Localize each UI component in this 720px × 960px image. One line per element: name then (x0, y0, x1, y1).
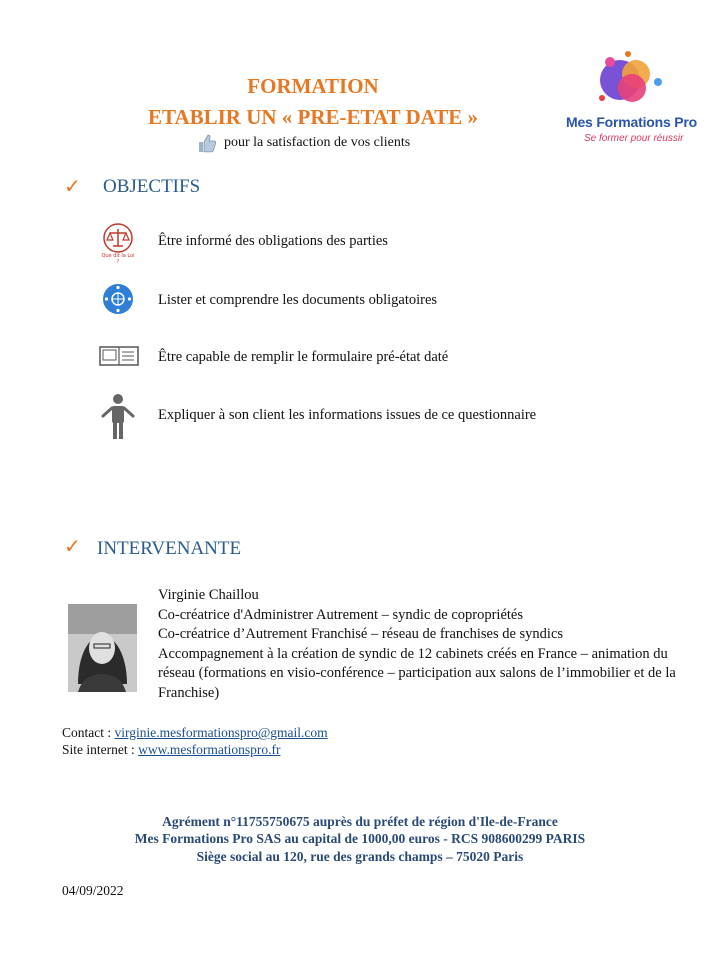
check-icon: ✓ (64, 534, 81, 558)
person-explaining-icon (100, 393, 136, 445)
intervenante-bio (158, 586, 678, 703)
title-line-1: FORMATION (247, 74, 379, 98)
subtitle-text: pour la satisfaction de vos clients (224, 135, 411, 150)
thumbs-up-icon (196, 132, 218, 154)
footer-line-2: Mes Formations Pro SAS au capital de 1000,00 euros - RCS 908600299 PARIS (134, 831, 586, 846)
contact-site-link[interactable]: www.mesformationspro.fr (138, 742, 281, 757)
check-icon: ✓ (64, 174, 81, 198)
intervenante-photo (68, 604, 137, 692)
intervenante-name: Virginie Chaillou (158, 587, 259, 603)
contact-email-link[interactable]: virginie.mesformationspro@gmail.com (114, 725, 328, 740)
logo-tagline: Se former pour réussir (584, 133, 684, 144)
contact-site-label: Site internet : (62, 742, 139, 757)
objectifs-title: OBJECTIFS (103, 176, 201, 197)
logo (592, 48, 672, 118)
footer-line-3: Siège social au 120, rue des grands champs – 75020 Paris (196, 849, 524, 864)
objectif-item-2: Lister et comprendre les documents obligatoires (158, 292, 438, 308)
intervenante-title: INTERVENANTE (97, 538, 242, 559)
globe-network-icon (102, 283, 134, 319)
contact-site-row (62, 742, 280, 758)
document-date: 04/09/2022 (62, 883, 124, 898)
logo-name: Mes Formations Pro (566, 114, 697, 130)
bio-line-1: Co-créatrice d'Administrer Autrement – syndic de copropriétés (158, 606, 523, 623)
law-badge-text: Que dit la Loi ? (101, 253, 135, 265)
title-line-2: ETABLIR UN « PRE-ETAT DATE » (147, 105, 479, 129)
contact-email-label: Contact : (62, 725, 115, 740)
bio-line-2: Co-créatrice d’Autrement Franchisé – réseau de franchises de syndics (158, 626, 564, 642)
objectif-item-1: Être informé des obligations des parties (158, 233, 388, 249)
bio-line-3: Accompagnement à la création de syndic de 12 cabinets créés en France – animation du réseau (formations en visio-conférence – participation aux salons de l’immobilier et de la Franchise) (158, 645, 676, 701)
footer-line-1: Agrément n°11755750675 auprès du préfet de région d'Ile-de-France (162, 814, 558, 829)
objectif-item-4: Expliquer à son client les informations issues de ce questionnaire (158, 407, 537, 423)
objectif-item-3: Être capable de remplir le formulaire pré-état daté (158, 349, 449, 365)
law-scale-icon (101, 222, 135, 264)
contact-email-row (62, 725, 328, 741)
subtitle (196, 132, 410, 154)
form-document-icon (99, 345, 139, 371)
colorful-circles-logo-icon (592, 48, 672, 114)
